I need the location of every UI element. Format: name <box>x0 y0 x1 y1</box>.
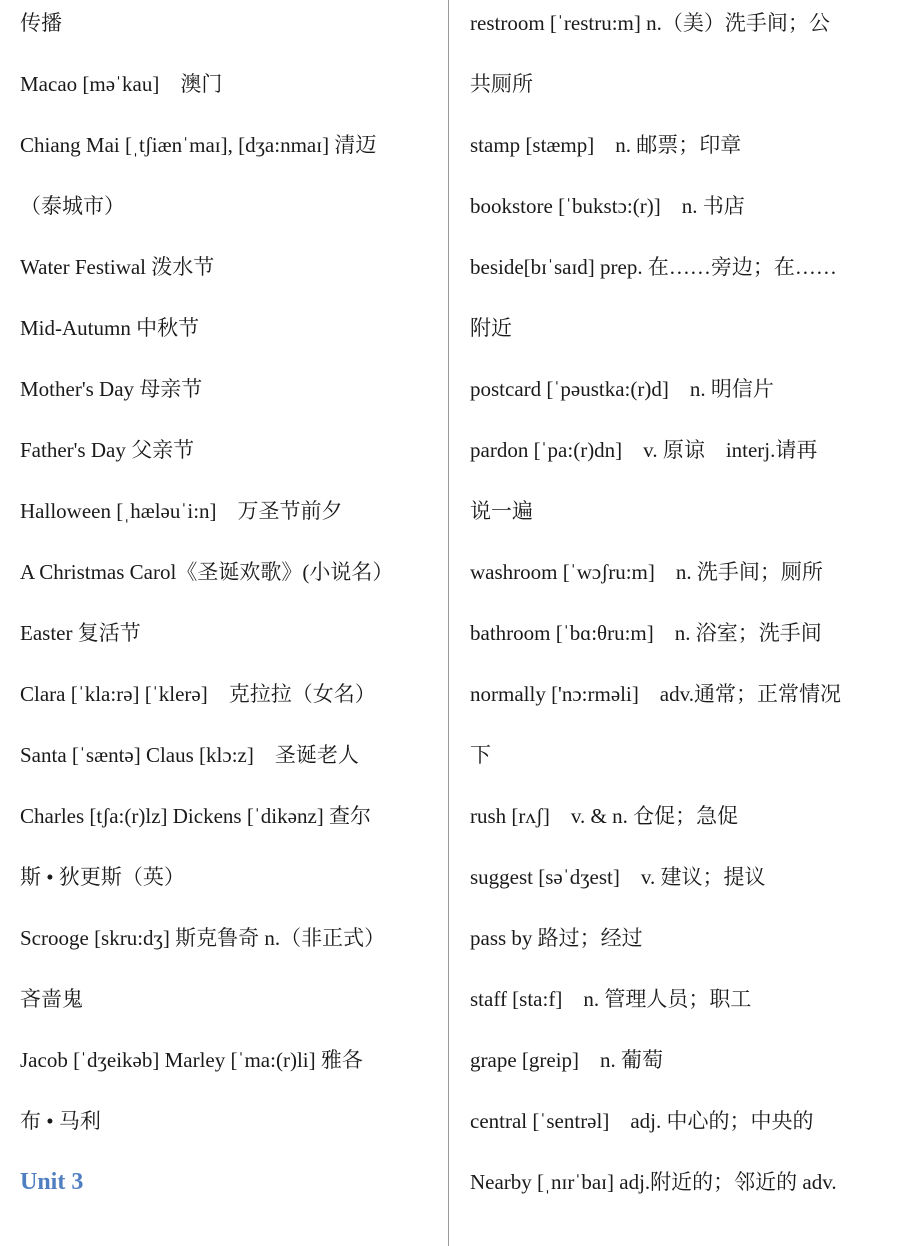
vocab-entry-easter: Easter 复活节 <box>20 621 141 645</box>
column-divider <box>448 0 449 1246</box>
right-column <box>470 0 890 1220</box>
text-line: 斯 • 狄更斯（英） <box>20 865 185 889</box>
text-line: 吝啬鬼 <box>20 987 83 1011</box>
vocab-entry-fathers-day: Father's Day 父亲节 <box>20 438 195 462</box>
text-line: 附近 <box>470 316 512 340</box>
vocab-entry-pardon: pardon [ˈpa:(r)dn] v. 原谅 interj.请再 <box>470 438 818 462</box>
vocab-entry-bathroom: bathroom [ˈbɑ:θru:m] n. 浴室；洗手间 <box>470 621 822 645</box>
vocab-entry-restroom: restroom [ˈrestru:m] n.（美）洗手间；公 <box>470 11 830 35</box>
text-line: 下 <box>470 743 491 767</box>
vocab-entry-suggest: suggest [səˈdʒest] v. 建议；提议 <box>470 865 766 889</box>
vocab-entry-halloween: Halloween [ˌhæləuˈi:n] 万圣节前夕 <box>20 499 343 523</box>
vocab-entry-central: central [ˈsentrəl] adj. 中心的；中央的 <box>470 1109 814 1133</box>
vocab-entry-christmas-carol: A Christmas Carol《圣诞欢歌》(小说名） <box>20 560 394 584</box>
vocab-entry-washroom: washroom [ˈwɔʃru:m] n. 洗手间；厕所 <box>470 560 823 584</box>
text-line: 传播 <box>20 11 62 35</box>
vocab-entry-rush: rush [rʌʃ] v. & n. 仓促；急促 <box>470 804 739 828</box>
text-line: 布 • 马利 <box>20 1109 101 1133</box>
vocab-entry-pass-by: pass by 路过；经过 <box>470 926 643 950</box>
unit-heading: Unit 3 <box>20 1169 84 1195</box>
vocab-entry-staff: staff [sta:f] n. 管理人员；职工 <box>470 987 752 1011</box>
vocab-entry-water-festival: Water Festiwal 泼水节 <box>20 255 215 279</box>
text-line: 说一遍 <box>470 499 533 523</box>
vocab-entry-normally: normally ['nɔ:rməli] adv.通常；正常情况 <box>470 682 842 706</box>
vocab-entry-mothers-day: Mother's Day 母亲节 <box>20 377 203 401</box>
vocab-entry-beside: beside[bɪˈsaɪd] prep. 在……旁边；在…… <box>470 255 837 279</box>
vocab-entry-charles-dickens: Charles [tʃa:(r)lz] Dickens [ˈdikənz] 查尔 <box>20 804 372 828</box>
vocab-entry-nearby: Nearby [ˌnɪrˈbaɪ] adj.附近的；邻近的 adv. <box>470 1170 837 1194</box>
text-line: 共厕所 <box>470 72 533 96</box>
vocab-entry-stamp: stamp [stæmp] n. 邮票；印章 <box>470 133 742 157</box>
left-column <box>20 0 440 1220</box>
vocab-entry-mid-autumn: Mid-Autumn 中秋节 <box>20 316 200 340</box>
vocab-entry-bookstore: bookstore [ˈbukstɔ:(r)] n. 书店 <box>470 194 745 218</box>
vocab-entry-macao: Macao [məˈkau] 澳门 <box>20 72 223 96</box>
vocab-entry-clara: Clara [ˈkla:rə] [ˈklerə] 克拉拉（女名） <box>20 682 376 706</box>
text-line: （泰城市） <box>20 194 125 218</box>
vocab-entry-scrooge: Scrooge [skru:dʒ] 斯克鲁奇 n.（非正式） <box>20 926 386 950</box>
vocab-entry-santa-claus: Santa [ˈsæntə] Claus [klɔ:z] 圣诞老人 <box>20 743 359 767</box>
vocab-entry-postcard: postcard [ˈpəustka:(r)d] n. 明信片 <box>470 377 774 401</box>
vocab-entry-chiang-mai: Chiang Mai [ˌtʃiænˈmaɪ], [dʒa:nmaɪ] 清迈 <box>20 133 377 157</box>
vocab-entry-grape: grape [greip] n. 葡萄 <box>470 1048 664 1072</box>
vocab-entry-jacob-marley: Jacob [ˈdʒeikəb] Marley [ˈma:(r)li] 雅各 <box>20 1048 363 1072</box>
